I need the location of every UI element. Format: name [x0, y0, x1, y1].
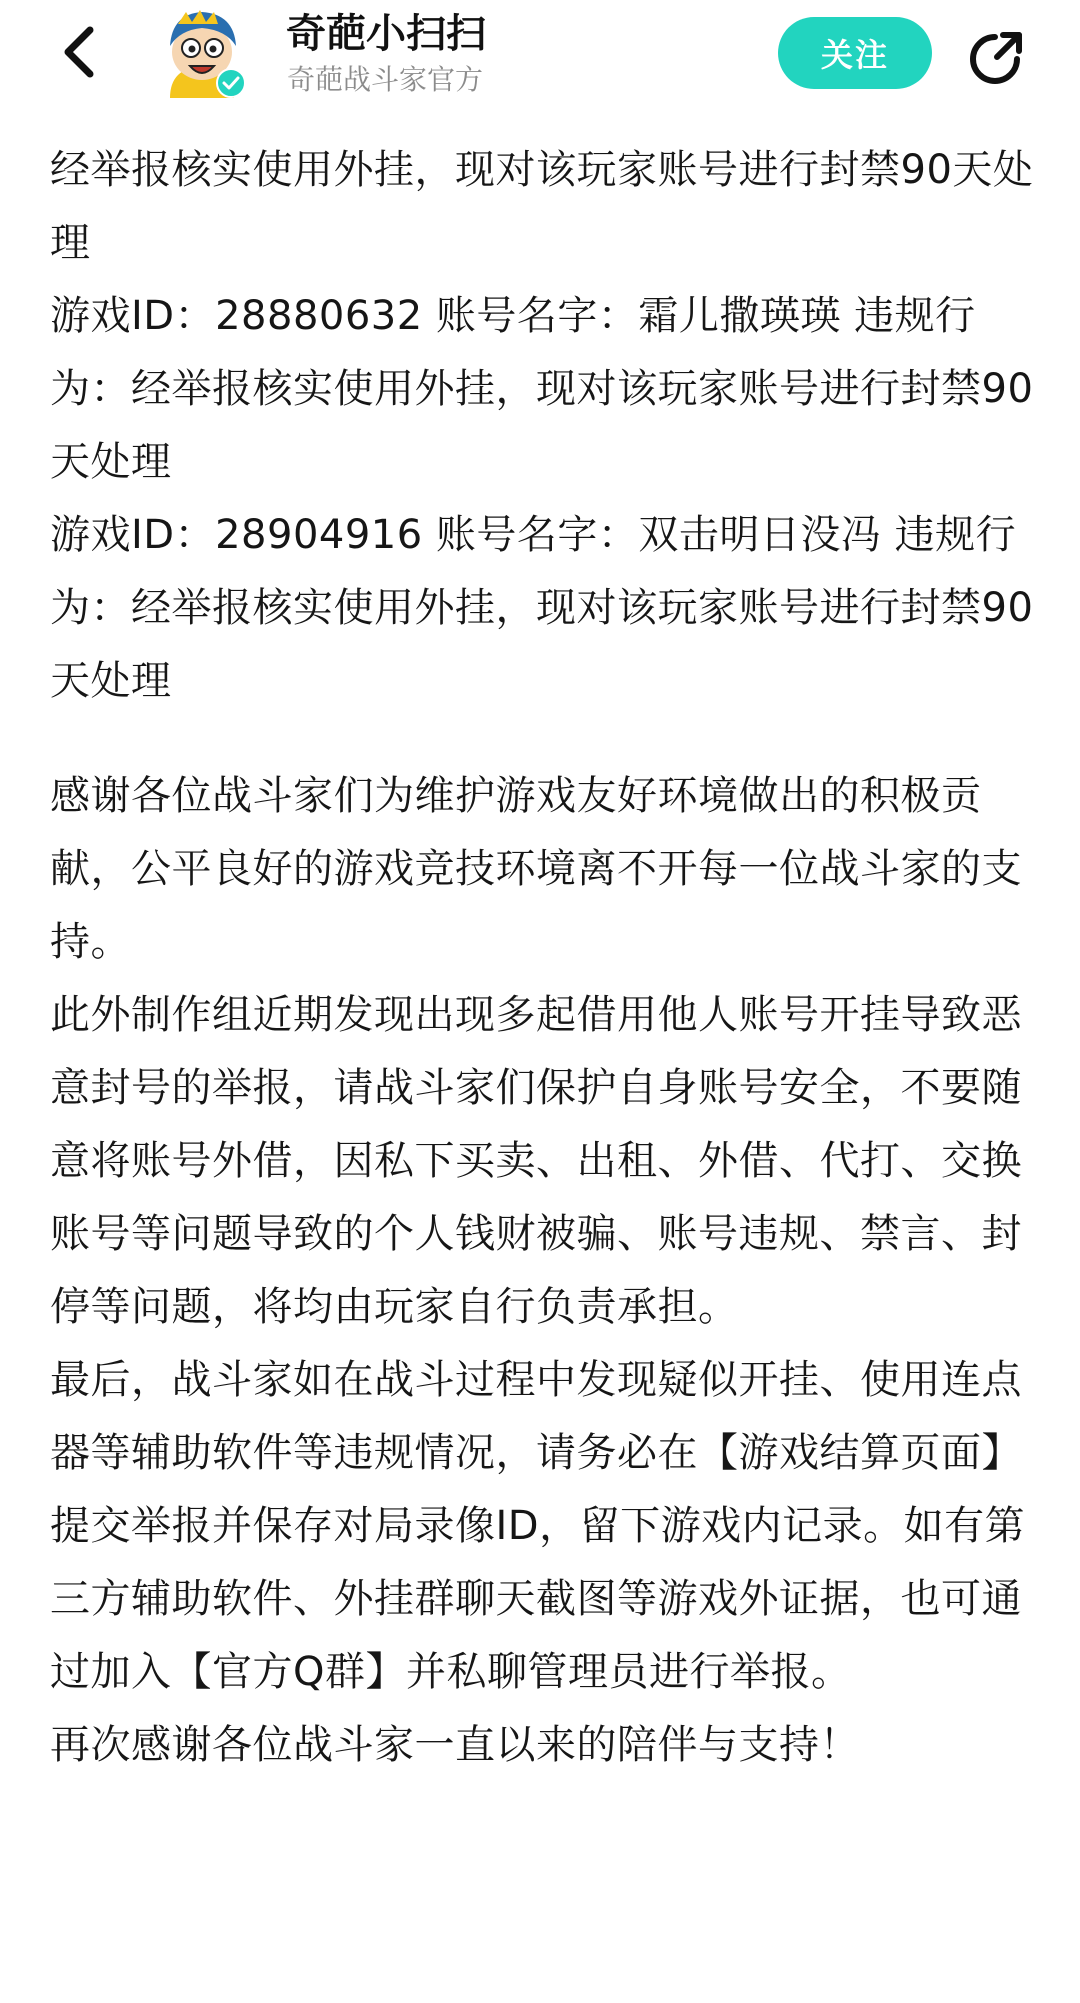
- post-body: [50, 134, 1036, 1782]
- chevron-left-icon: [58, 24, 98, 80]
- share-arrow-icon: [965, 25, 1029, 89]
- ban-record-paragraph: 游戏ID：28904916 账号名字：双击明日没冯 违规行为：经举报核实使用外挂，现对该玩家账号进行封禁90天处理: [50, 512, 1034, 704]
- top-bar: [0, 0, 1080, 130]
- account-subtitle: 奇葩战斗家官方: [287, 63, 484, 96]
- ban-notice-paragraph: 经举报核实使用外挂，现对该玩家账号进行封禁90天处理: [50, 147, 1034, 266]
- verified-check-icon: [216, 68, 246, 98]
- share-button[interactable]: [962, 22, 1032, 92]
- account-safety-paragraph: 此外制作组近期发现出现多起借用他人账号开挂导致恶意封号的举报，请战斗家们保护自身账号安全，不要随意将账号外借，因私下买卖、出租、外借、代打、交换账号等问题导致的个人钱财被骗、账号违规、禁言、封停等问题，将均由玩家自行负责承担。: [50, 992, 1022, 1330]
- account-name[interactable]: 奇葩小扫扫: [286, 11, 486, 57]
- ban-record-paragraph: 游戏ID：28880632 账号名字：霜儿撒瑛瑛 违规行为：经举报核实使用外挂，现对该玩家账号进行封禁90天处理: [50, 293, 1034, 485]
- thanks-paragraph: 感谢各位战斗家们为维护游戏友好环境做出的积极贡献，公平良好的游戏竞技环境离不开每一位战斗家的支持。: [50, 773, 1022, 965]
- closing-paragraph: 再次感谢各位战斗家一直以来的陪伴与支持！: [50, 1722, 860, 1768]
- report-guide-paragraph: 最后，战斗家如在战斗过程中发现疑似开挂、使用连点器等辅助软件等违规情况，请务必在【游戏结算页面】提交举报并保存对局录像ID，留下游戏内记录。如有第三方辅助软件、外挂群聊天截图等游戏外证据，也可通过加入【官方Q群】并私聊管理员进行举报。: [50, 1357, 1026, 1695]
- back-button[interactable]: [48, 20, 108, 84]
- follow-button[interactable]: 关注: [778, 17, 932, 89]
